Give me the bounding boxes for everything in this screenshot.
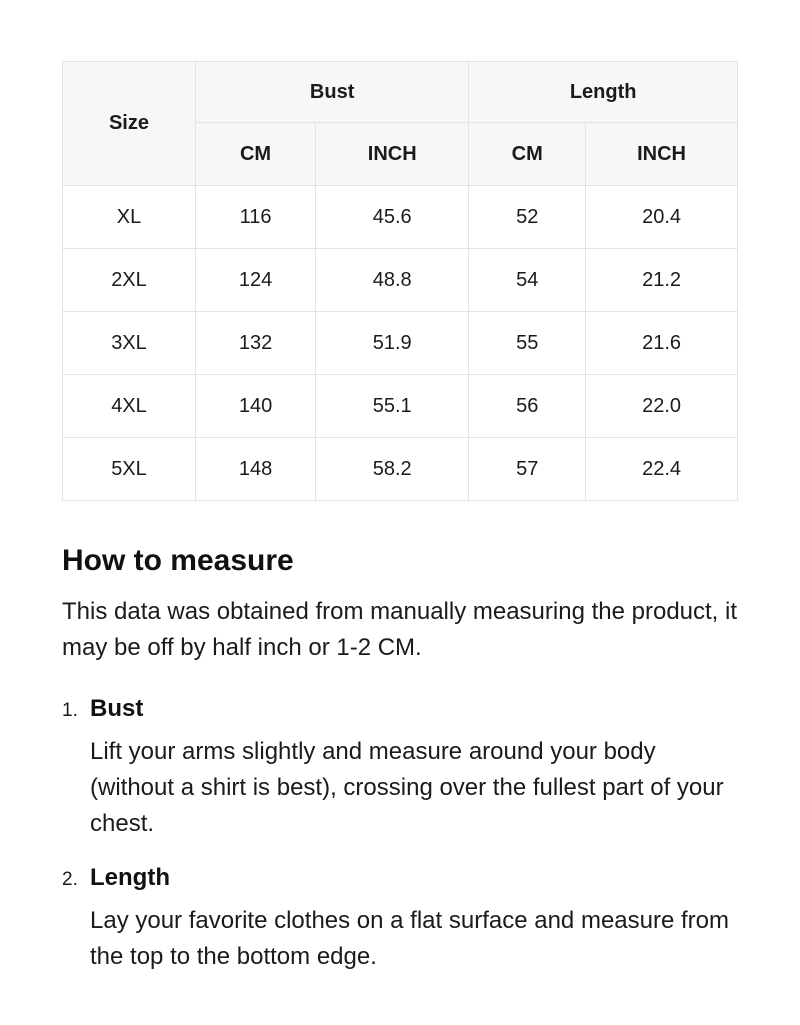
length-inch-cell: 20.4 xyxy=(586,186,738,249)
table-row xyxy=(63,312,738,375)
length-inch-cell: 21.2 xyxy=(586,249,738,312)
size-cell: 2XL xyxy=(63,249,196,312)
bust-cm-cell: 148 xyxy=(195,438,315,501)
size-chart-body xyxy=(63,186,738,501)
size-chart-table xyxy=(62,61,738,501)
bust-cm-cell: 132 xyxy=(195,312,315,375)
list-item xyxy=(62,863,740,975)
step-heading xyxy=(62,694,740,724)
length-cm-cell: 57 xyxy=(469,438,586,501)
bust-cm-cell: 124 xyxy=(195,249,315,312)
header-size: Size xyxy=(63,62,196,186)
table-row xyxy=(63,249,738,312)
subheader-length-inch: INCH xyxy=(586,123,738,186)
table-row xyxy=(63,375,738,438)
length-cm-cell: 55 xyxy=(469,312,586,375)
size-cell: 4XL xyxy=(63,375,196,438)
bust-inch-cell: 55.1 xyxy=(316,375,469,438)
step-term: Length xyxy=(90,864,170,891)
size-chart-header xyxy=(63,62,738,186)
header-length: Length xyxy=(469,62,738,123)
step-number: 1. xyxy=(62,700,78,721)
step-term: Bust xyxy=(90,695,144,722)
length-cm-cell: 54 xyxy=(469,249,586,312)
step-description: Lay your favorite clothes on a flat surface and measure from the top to the bottom edge. xyxy=(90,907,729,970)
step-heading xyxy=(62,863,740,893)
bust-inch-cell: 51.9 xyxy=(316,312,469,375)
subheader-bust-cm: CM xyxy=(195,123,315,186)
list-item xyxy=(62,694,740,842)
length-inch-cell: 22.0 xyxy=(586,375,738,438)
how-to-measure-title: How to measure xyxy=(62,544,294,577)
size-cell: 5XL xyxy=(63,438,196,501)
subheader-length-cm: CM xyxy=(469,123,586,186)
table-row xyxy=(63,438,738,501)
length-inch-cell: 22.4 xyxy=(586,438,738,501)
measure-steps-list xyxy=(62,694,740,975)
bust-inch-cell: 45.6 xyxy=(316,186,469,249)
bust-cm-cell: 116 xyxy=(195,186,315,249)
length-inch-cell: 21.6 xyxy=(586,312,738,375)
header-row-groups xyxy=(63,62,738,123)
step-number: 2. xyxy=(62,869,78,890)
table-row xyxy=(63,186,738,249)
bust-inch-cell: 58.2 xyxy=(316,438,469,501)
size-cell: XL xyxy=(63,186,196,249)
size-cell: 3XL xyxy=(63,312,196,375)
step-description: Lift your arms slightly and measure around your body (without a shirt is best), crossing over the fullest part of your chest. xyxy=(90,738,724,837)
bust-cm-cell: 140 xyxy=(195,375,315,438)
how-to-measure-intro: This data was obtained from manually measuring the product, it may be off by half inch or 1-2 CM. xyxy=(62,598,738,661)
length-cm-cell: 52 xyxy=(469,186,586,249)
subheader-bust-inch: INCH xyxy=(316,123,469,186)
length-cm-cell: 56 xyxy=(469,375,586,438)
bust-inch-cell: 48.8 xyxy=(316,249,469,312)
header-bust: Bust xyxy=(195,62,468,123)
